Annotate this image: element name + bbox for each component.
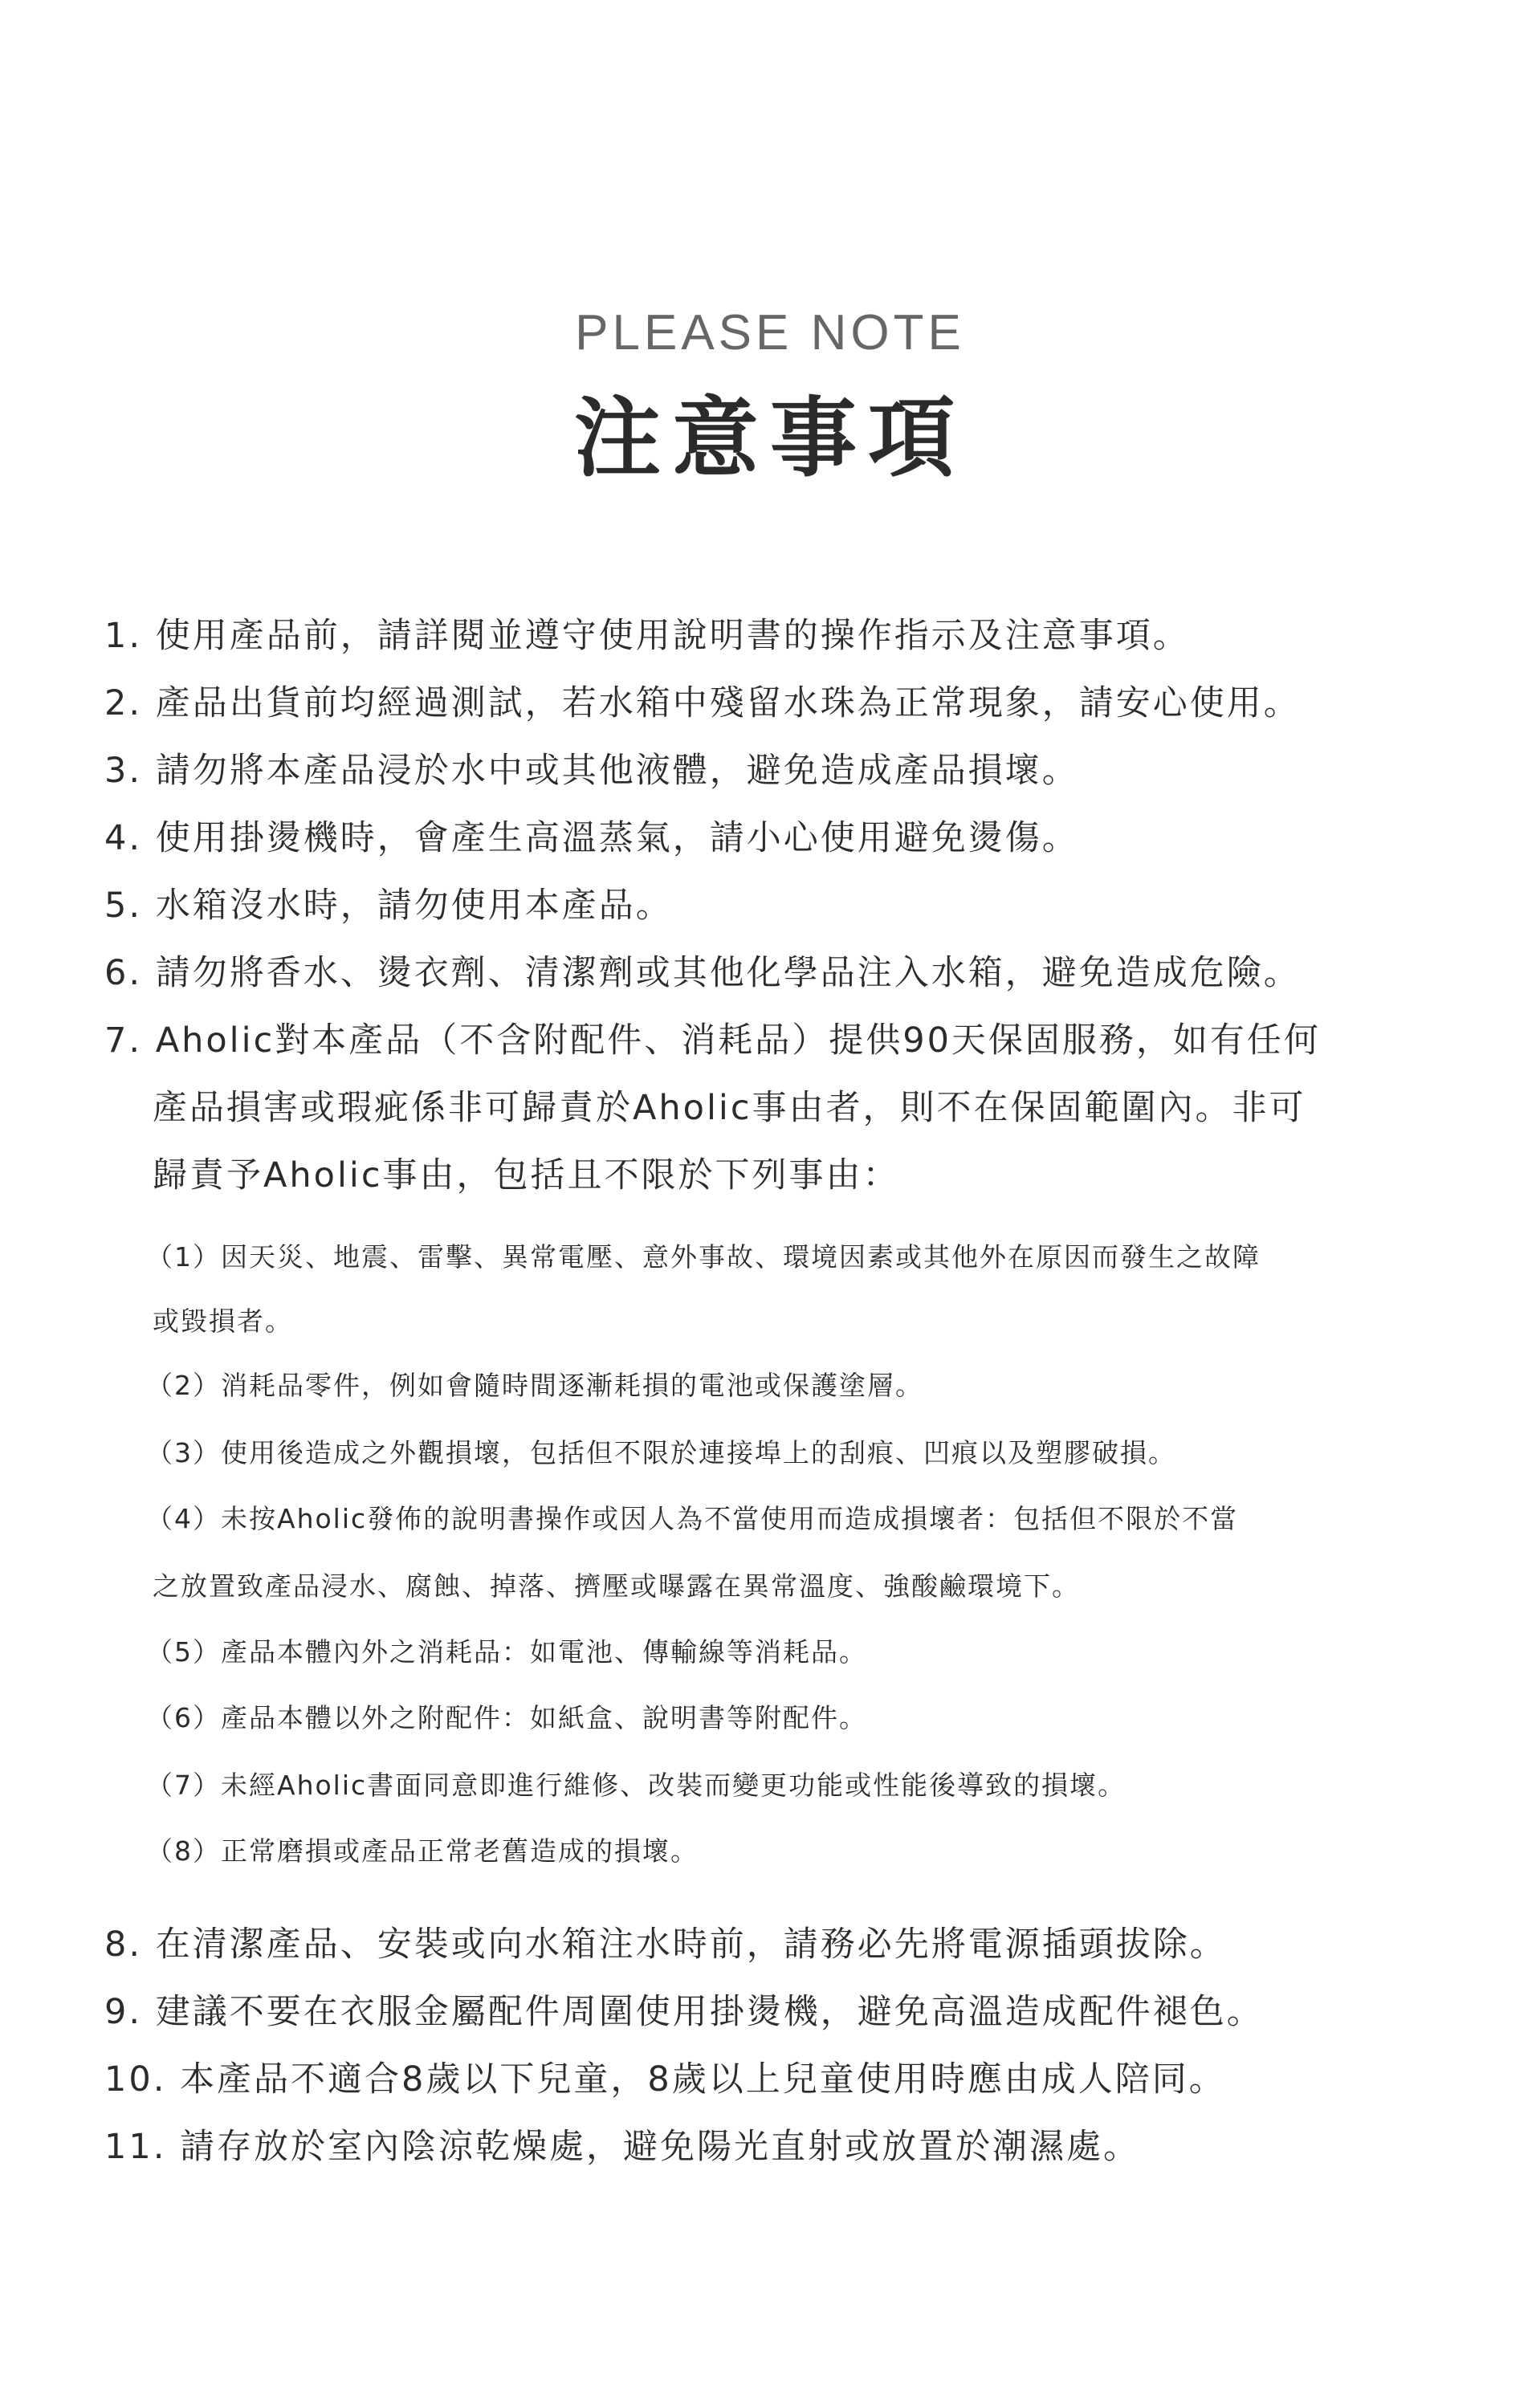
sub-list-item: （3）使用後造成之外觀損壞，包括但不限於連接埠上的刮痕、凹痕以及塑膠破損。: [146, 1437, 1176, 1468]
list-item: [104, 679, 1301, 727]
list-item: [104, 814, 1079, 862]
item-number: 5.: [104, 886, 143, 926]
item-number: 3.: [104, 751, 143, 791]
item-text: 產品損害或瑕疵係非可歸責於Aholic事由者，則不在保固範圍內。非可: [153, 1088, 1306, 1128]
list-item: [104, 882, 673, 930]
list-item: [104, 2123, 1140, 2171]
item-number: 10.: [104, 2059, 167, 2100]
sub-list-item: （6）產品本體以外之附配件：如紙盒、說明書等附配件。: [146, 1702, 867, 1733]
item-number: 7.: [104, 1020, 143, 1061]
item-text: Aholic對本產品（不含附配件、消耗品）提供90天保固服務，如有任何: [155, 1020, 1321, 1061]
sub-list-item: （1）因天災、地震、雷擊、異常電壓、意外事故、環境因素或其他外在原因而發生之故障: [146, 1241, 1261, 1273]
list-item: [104, 747, 1079, 795]
page-subtitle: PLEASE NOTE: [575, 305, 965, 360]
sub-list-item: （5）產品本體內外之消耗品：如電池、傳輸線等消耗品。: [146, 1636, 867, 1668]
item-text: 建議不要在衣服金屬配件周圍使用掛燙機，避免高溫造成配件褪色。: [155, 1992, 1264, 2032]
sub-list-item: （8）正常磨損或產品正常老舊造成的損壞。: [146, 1835, 699, 1867]
item-text: 在清潔產品、安裝或向水箱注水時前，請務必先將電源插頭拔除。: [155, 1924, 1227, 1965]
item-text: 本產品不適合8歲以下兒童，8歲以上兒童使用時應由成人陪同。: [180, 2059, 1226, 2100]
list-item: [104, 2055, 1226, 2104]
list-item: [104, 1016, 1321, 1065]
item-number: 8.: [104, 1924, 143, 1965]
list-item-continuation: [153, 1084, 1306, 1132]
item-number: 1.: [104, 616, 143, 656]
item-text: 請勿將本產品浸於水中或其他液體，避免造成產品損壞。: [155, 751, 1079, 791]
sub-list-item: （4）未按Aholic發佈的說明書操作或因人為不當使用而造成損壞者：包括但不限於不當: [146, 1503, 1239, 1534]
page-title: 注意事項: [573, 389, 966, 489]
item-text: 水箱沒水時，請勿使用本產品。: [155, 886, 673, 926]
sub-list-item: 或毀損者。: [153, 1305, 293, 1337]
item-number: 9.: [104, 1992, 143, 2032]
sub-list-item: （7）未經Aholic書面同意即進行維修、改裝而變更功能或性能後導致的損壞。: [146, 1770, 1126, 1801]
sub-list-item: （2）消耗品零件，例如會隨時間逐漸耗損的電池或保護塗層。: [146, 1370, 923, 1401]
list-item: [104, 949, 1301, 997]
item-text: 產品出貨前均經過測試，若水箱中殘留水珠為正常現象，請安心使用。: [155, 683, 1301, 723]
item-number: 6.: [104, 953, 143, 993]
item-number: 4.: [104, 818, 143, 858]
item-text: 使用掛燙機時，會產生高溫蒸氣，請小心使用避免燙傷。: [155, 818, 1079, 858]
list-item: [104, 612, 1190, 660]
item-text: 歸責予Aholic事由，包括且不限於下列事由：: [153, 1155, 900, 1195]
item-number: 11.: [104, 2127, 167, 2167]
list-item-continuation: [153, 1151, 900, 1200]
list-item: [104, 1988, 1264, 2036]
list-item: [104, 1920, 1227, 1969]
item-number: 2.: [104, 683, 143, 723]
sub-list-item: 之放置致產品浸水、腐蝕、掉落、擠壓或曝露在異常溫度、強酸鹼環境下。: [153, 1570, 1080, 1602]
item-text: 使用產品前，請詳閱並遵守使用說明書的操作指示及注意事項。: [155, 616, 1190, 656]
item-text: 請存放於室內陰涼乾燥處，避免陽光直射或放置於潮濕處。: [180, 2127, 1141, 2167]
item-text: 請勿將香水、燙衣劑、清潔劑或其他化學品注入水箱，避免造成危險。: [155, 953, 1301, 993]
